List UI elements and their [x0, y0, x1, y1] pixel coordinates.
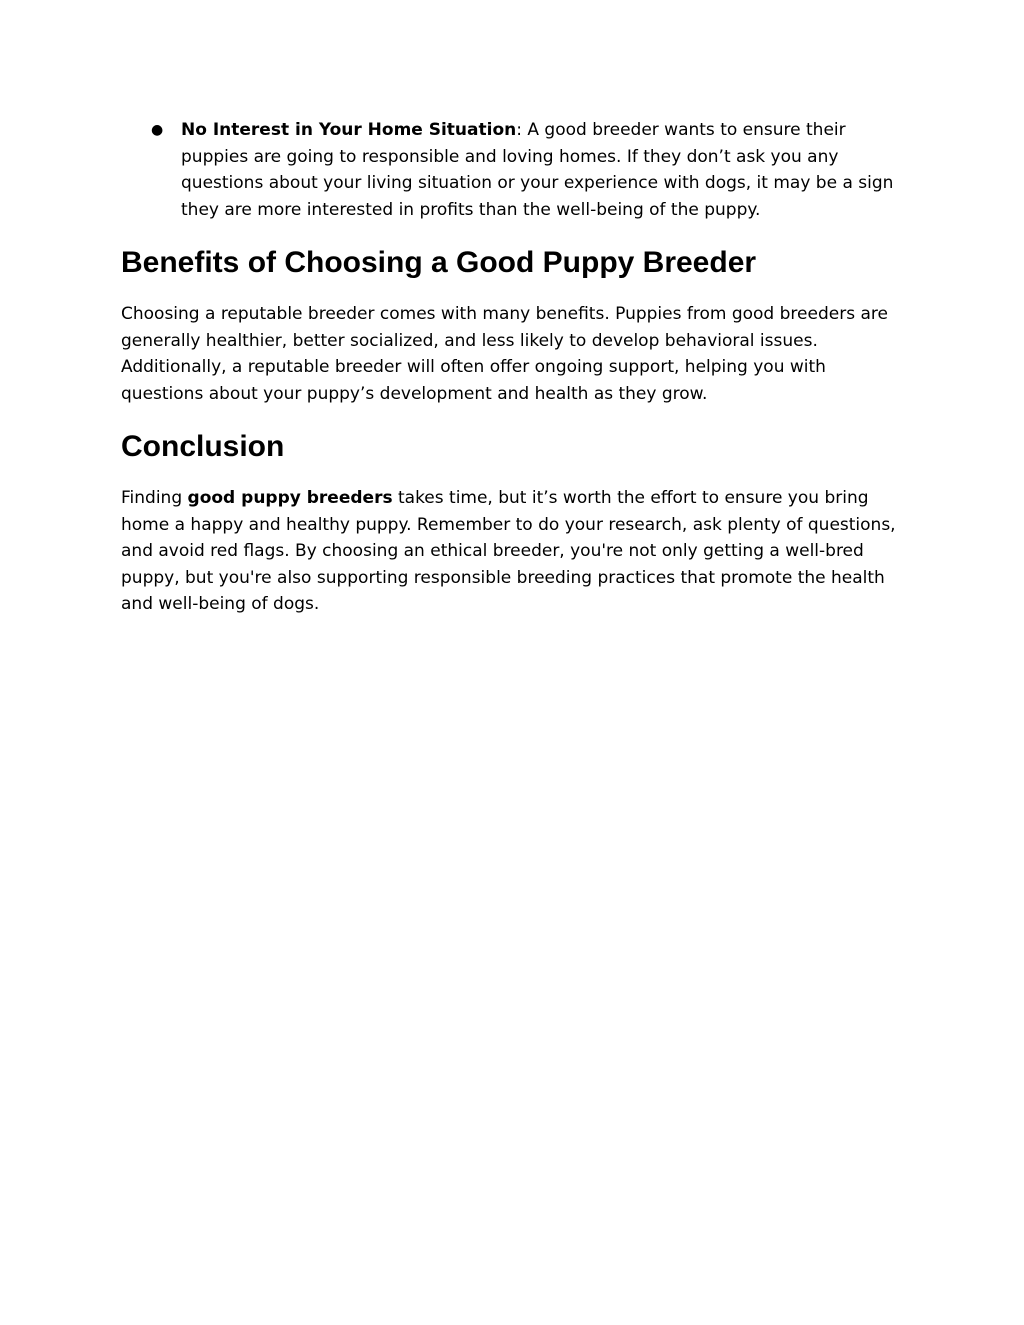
bullet-body-text: : A good breeder wants to ensure their puppies are going to responsible and loving homes. If they don’t ask you any questions about your living situation or your experience with dogs, it may be a sign they are more interested in profits than the well-being of the puppy.	[181, 120, 894, 220]
document-page	[121, 117, 907, 618]
conclusion-rest: takes time, but it’s worth the effort to ensure you bring home a happy and healthy puppy. Remember to do your research, ask plenty of questions, and avoid red flags. By choosing an ethical breeder, you're not only getting a well-bred puppy, but you're also supporting responsible breeding practices that promote the health and well-being of dogs.	[121, 488, 896, 614]
bullet-icon: ●	[151, 122, 164, 138]
benefits-heading: Benefits of Choosing a Good Puppy Breeder	[121, 246, 757, 279]
list-item	[121, 117, 907, 223]
red-flags-list	[121, 117, 907, 223]
conclusion-bold-phrase: good puppy breeders	[187, 488, 393, 508]
conclusion-prefix: Finding	[121, 488, 188, 508]
conclusion-paragraph	[121, 485, 907, 618]
conclusion-heading: Conclusion	[121, 430, 285, 463]
benefits-paragraph: Choosing a reputable breeder comes with many benefits. Puppies from good breeders are generally healthier, better socialized, and less likely to develop behavioral issues. Additionally, a reputable breeder will often offer ongoing support, helping you with questions about your puppy’s development and health as they grow.	[121, 304, 888, 404]
bullet-lead-text: No Interest in Your Home Situation	[181, 120, 517, 140]
